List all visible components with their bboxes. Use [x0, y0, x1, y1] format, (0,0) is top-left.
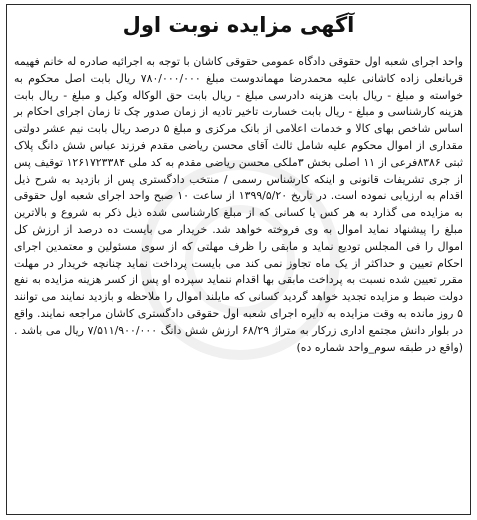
- notice-title: آگهی مزایده نوبت اول: [122, 13, 355, 37]
- notice-body-text: واحد اجرای شعبه اول حقوقی دادگاه عمومی حقوقی کاشان با توجه به اجرائیه صادره له خانم فهیمه قربانعلی زاده کاشانی علیه محمدرضا مهماندوست مبلغ ۷۸۰/۰۰۰/۰۰۰ ریال بابت اصل محکوم به خواسته و مبلغ - ریال بابت هزینه دادرسی مبلغ - ریال بابت حق الوکاله وکیل و مبلغ - ریال بابت هزینه کارشناسی و مبلغ - ریال بابت خسارت تاخیر تادیه از زمان صدور چک تا زمان اجرای احکام بر اساس شاخص بهای کالا و خدمات اعلامی از بانک مرکزی و مبلغ ۵ درصد ریال بابت نیم عشر دولتی مقداری از اموال محکوم علیه شامل ثالث آقای محسن ریاضی مقدم فرزند عباس شش دانگ پلاک ثبتی ۸۳۸۶فرعی از ۱۱ اصلی بخش ۳ملکی محسن ریاضی مقدم به کد ملی ۱۲۶۱۷۲۳۳۸۴ توقیف پس از جری تشریفات قانونی و اینکه کارشناس رسمی / منتخب دادگستری پس از بازدید به شرح ذیل اقدام به ارزیابی نموده است. در تاریخ ۱۳۹۹/۵/۲۰ از ساعت ۱۰ صبح واحد اجرای شعبه اول حقوقی به مزایده می گذارد به هر کس یا کسانی که از مبلغ کارشناسی شده ذیل ذکر به شروع و بالاترین مبلغ را پیشنهاد نماید اموال به وی فروخته خواهد شد. خریدار می بایست ده درصد از ارزش کل اموال را فی المجلس تودیع نماید و مابقی را ظرف مهلتی که از سوی مسئولین و معتمدین اجرای احکام تعیین و حداکثر از یک ماه تجاوز نمی کند می بایست پرداخت نماید چنانچه خریدار در مهلت مقرر تعیین شده نسبت به پرداخت مابقی بها اقدام ننماید سپرده او پس از کسر هزینه مزایده به نفع دولت ضبط و مزایده تجدید خواهد گردید کسانی که مایلند اموال را ملاحظه و بازدید نمایند می توانند ۵ روز مانده به وقت مزایده به دایره اجرای شعبه اول حقوقی دادگستری کاشان مراجعه نمایند. واقع در بلوار دانش مجتمع اداری زرکار به متراژ ۶۸/۲۹ ارزش شش دانگ ۷/۵۱۱/۹۰۰/۰۰۰ ریال می باشد . (واقع در طبقه سوم_واحد شماره ده): [14, 55, 464, 354]
